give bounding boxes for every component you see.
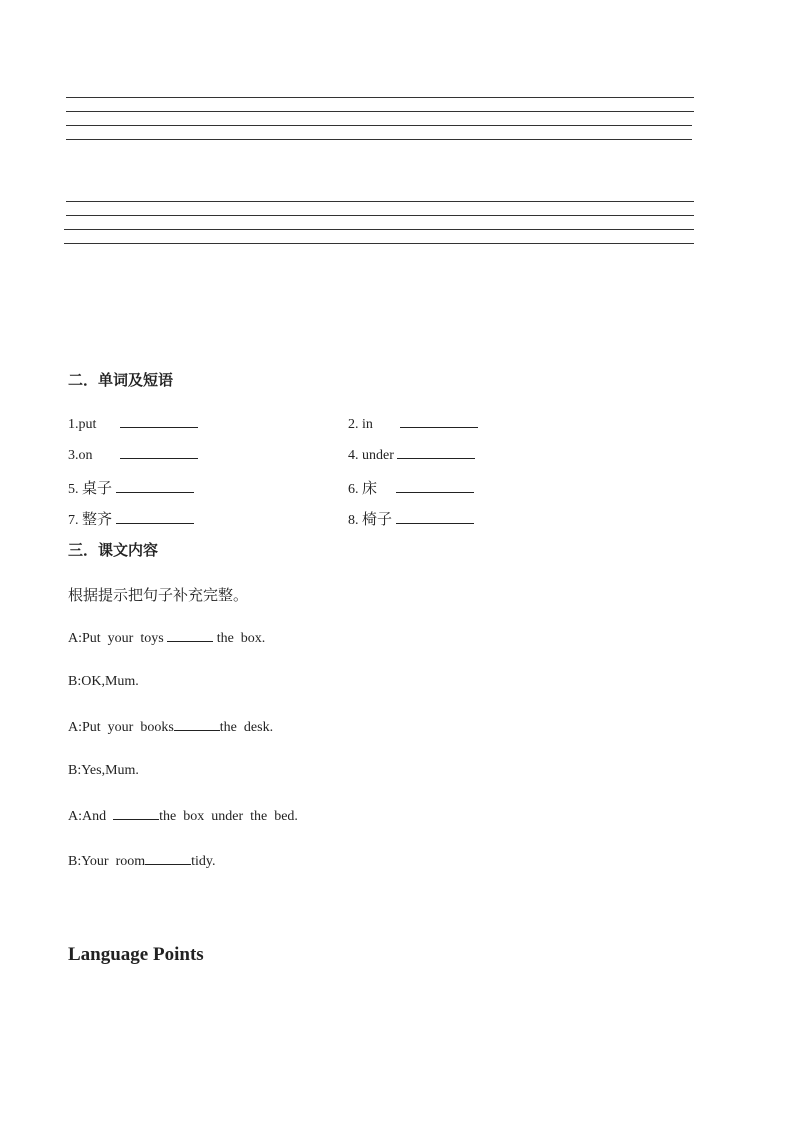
dialogue-text: tidy. bbox=[191, 854, 216, 869]
answer-blank[interactable] bbox=[120, 415, 198, 428]
dialogue-line bbox=[68, 629, 265, 647]
vocab-item bbox=[68, 477, 194, 498]
vocab-label: 7. bbox=[68, 513, 79, 528]
instruction: 根据提示把句子补充完整。 bbox=[68, 586, 249, 604]
fill-blank[interactable] bbox=[174, 718, 220, 731]
vocab-chinese: 椅子 bbox=[362, 510, 393, 528]
vocab-label: 4. under bbox=[348, 448, 394, 463]
vocab-item bbox=[348, 446, 475, 464]
vocab-label: 3.on bbox=[68, 448, 93, 463]
answer-blank[interactable] bbox=[396, 511, 474, 524]
writing-line bbox=[66, 125, 692, 126]
vocab-chinese: 整齐 bbox=[82, 510, 113, 528]
vocab-label: 5. bbox=[68, 482, 79, 497]
answer-blank[interactable] bbox=[400, 415, 478, 428]
fill-blank[interactable] bbox=[167, 629, 213, 642]
vocab-chinese: 床 bbox=[362, 479, 378, 497]
vocab-item bbox=[348, 477, 474, 498]
vocab-label: 6. bbox=[348, 482, 359, 497]
vocab-item bbox=[348, 415, 478, 433]
answer-blank[interactable] bbox=[116, 511, 194, 524]
dialogue-text: B:Your room bbox=[68, 854, 146, 869]
answer-blank[interactable] bbox=[120, 446, 198, 459]
dialogue-text: the box. bbox=[213, 631, 266, 646]
dialogue-text: A:And bbox=[68, 809, 114, 824]
vocab-label: 1.put bbox=[68, 417, 97, 432]
writing-line bbox=[66, 139, 692, 140]
writing-line bbox=[66, 201, 694, 202]
answer-blank[interactable] bbox=[396, 480, 474, 493]
vocab-item bbox=[68, 446, 198, 464]
dialogue-line: B:OK,Mum. bbox=[68, 674, 139, 689]
dialogue-line bbox=[68, 718, 273, 736]
dialogue-line bbox=[68, 852, 216, 870]
dialogue-text: the box under the bed. bbox=[159, 809, 298, 824]
section-title-text-content: 三．课文内容 bbox=[68, 541, 159, 559]
writing-line bbox=[64, 229, 694, 230]
fill-blank[interactable] bbox=[113, 807, 159, 820]
vocab-item bbox=[348, 508, 474, 529]
answer-blank[interactable] bbox=[116, 480, 194, 493]
writing-line bbox=[66, 215, 694, 216]
vocab-item bbox=[68, 508, 194, 529]
writing-line bbox=[66, 111, 694, 112]
section-title-vocabulary: 二．单词及短语 bbox=[68, 371, 174, 389]
language-points-heading: Language Points bbox=[68, 944, 204, 965]
dialogue-text: A:Put your books bbox=[68, 720, 174, 735]
vocab-item bbox=[68, 415, 198, 433]
dialogue-text: A:Put your toys bbox=[68, 631, 168, 646]
vocab-label: 8. bbox=[348, 513, 359, 528]
writing-line bbox=[64, 243, 694, 244]
dialogue-text: the desk. bbox=[219, 720, 274, 735]
writing-line bbox=[66, 97, 694, 98]
dialogue-line: B:Yes,Mum. bbox=[68, 763, 139, 778]
dialogue-line bbox=[68, 807, 298, 825]
fill-blank[interactable] bbox=[145, 852, 191, 865]
vocab-label: 2. in bbox=[348, 417, 373, 432]
vocab-chinese: 桌子 bbox=[82, 479, 113, 497]
answer-blank[interactable] bbox=[397, 446, 475, 459]
